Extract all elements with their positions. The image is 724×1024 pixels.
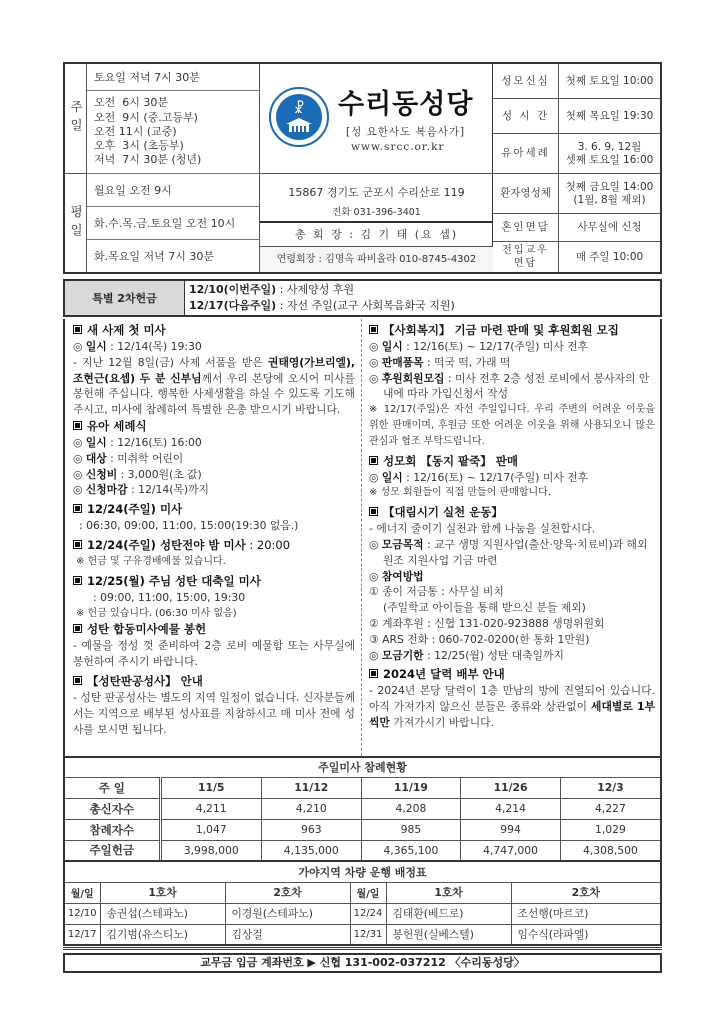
table-row (64, 840, 661, 861)
schedule-row (493, 99, 660, 134)
time-text: 토요일 저녁 7시 30분 (94, 71, 200, 84)
notice-title-text: 2024년 달력 배부 안내 (383, 667, 505, 682)
method-item: (주일학교 아이들을 통해 받으신 분들 제외) (383, 601, 586, 615)
table-cell: 4,135,000 (261, 840, 361, 861)
field-label: 모금기한 (381, 648, 424, 662)
notice-title-text: 12/24(주일) 미사 (87, 502, 183, 517)
weekday-times (87, 174, 260, 272)
notice-title-text: 【사회복지】 기금 마련 판매 및 후원회원 모집 (383, 323, 619, 337)
time-text: 오전 9시 (중.고등부) (94, 110, 198, 124)
table-cell: 1,029 (560, 819, 661, 840)
table-cell: 4,211 (160, 798, 261, 819)
body-text: - 지난 12월 8일(금) 사제 서품을 받은 (73, 355, 269, 369)
sunday-time-row (87, 64, 259, 91)
notice-title (369, 504, 655, 521)
notice-title (73, 573, 355, 590)
table-cell: 12/10 (64, 903, 100, 924)
time-text: 오전 6시 30분 (94, 96, 168, 110)
notice-body: - 성탄 판공성사는 별도의 지역 일정이 없습니다. 신자분들께서는 지역으로 배부된 성사표를 지참하시고 매 미사 전에 성사를 보시면 됩니다. (73, 690, 355, 736)
field-value: : 떡국 떡, 가래 떡 (423, 355, 511, 369)
square-bullet-icon (73, 624, 82, 633)
church-url[interactable]: www.srcc.or.kr (351, 141, 445, 153)
notice-line: ◎ 대상 : 미취학 어린이 (73, 451, 184, 465)
table-row (64, 924, 661, 945)
field-label: 후원회원모집 (381, 371, 445, 385)
column-divider (361, 319, 362, 756)
collection-desc: : 사제양성 후원 (276, 283, 355, 296)
notice-title (73, 621, 355, 638)
notice-line: ◎ 신청마감 : 12/14(목)까지 (73, 483, 209, 497)
notice-title-text: 12/24(주일) 성탄전야 밤 미사 (87, 537, 246, 552)
table-header-cell: 11/5 (160, 777, 261, 798)
table-cell: 12/31 (350, 924, 386, 945)
collection-desc: : 자선 주일(교구 사회복음화국 지원) (276, 299, 455, 312)
sunday-time-row (87, 91, 259, 174)
sunday-label (65, 64, 87, 174)
notice-note: ※ 성모 회원들이 직접 만들어 판매합니다. (369, 487, 552, 499)
square-bullet-icon (73, 576, 82, 585)
schedule-row (493, 214, 660, 242)
collection-date: 12/10(이번주일) (189, 283, 277, 296)
notice-title (369, 666, 655, 683)
field-value: : 미취학 어린이 (106, 451, 184, 465)
schedule-value-text: 첫째 토요일 10:00 (565, 74, 654, 87)
field-value: : 12/14(목)까지 (127, 483, 209, 497)
field-value: : 12/16(토) 16:00 (106, 435, 202, 449)
notice-title-text: 성모회 【동지 팥죽】 판매 (383, 453, 518, 468)
sunday-times (87, 64, 260, 174)
schedule-row (493, 64, 660, 99)
table-header-cell: 2호차 (225, 882, 350, 903)
president: 총 회 장 : 김 기 태 (요 셉) (260, 223, 493, 247)
notice-body (369, 683, 655, 730)
schedule-label: 전입교우 면담 (493, 242, 559, 272)
special-collection-item (189, 282, 455, 298)
notice-title-text: 【대림시기 실천 운동】 (383, 505, 503, 520)
double-rule-divider (63, 947, 662, 950)
field-label: 판매품목 (381, 355, 424, 369)
schedule-value-text: 첫째 목요일 19:30 (565, 109, 654, 122)
square-bullet-icon (369, 669, 378, 678)
mass-times: : 06:30, 09:00, 11:00, 15:00(19:30 없음.) (79, 519, 299, 533)
square-bullet-icon (73, 676, 82, 685)
notice-line: ◎ 모금기한 : 12/25(월) 성탄 대축일까지 (369, 648, 564, 662)
table-header-cell: 12/3 (560, 777, 661, 798)
address-block (260, 174, 493, 223)
table-cell: 김기범(유스티노) (100, 924, 225, 945)
table-cell: 임수식(라파엘) (511, 924, 661, 945)
field-label: 일시 (381, 340, 403, 353)
table-cell: 1,047 (160, 819, 261, 840)
elder-president: 연령회장 : 김명옥 파비올라 010-8745-4302 (260, 247, 493, 272)
notice-title (73, 501, 355, 518)
special-collection (63, 279, 662, 317)
church-info-panel (260, 64, 493, 272)
table-row (64, 819, 661, 840)
field-value: : 12/14(목) 19:30 (106, 340, 202, 353)
field-value: : 3,000원(초 값) (117, 467, 202, 481)
field-label: 신청마감 (85, 483, 128, 497)
schedule-value-text: 매 주일 10:00 (575, 250, 644, 263)
special-collection-items (185, 281, 455, 315)
notice-body: - 예물을 정성 껏 준비하여 2층 로비 예물함 또는 사무실에 봉헌하여 주시기 바랍니다. (73, 639, 355, 669)
notice-title-text: 새 사제 첫 미사 (87, 323, 166, 337)
schedule-label: 환자영성체 (493, 174, 559, 213)
square-bullet-icon (73, 504, 82, 513)
schedule-value-text: 사무실에 신청 (577, 221, 642, 233)
mass-time: : 20:00 (245, 537, 291, 552)
table-cell: 김상걸 (225, 924, 350, 945)
notices-left-column (73, 319, 355, 737)
square-bullet-icon (369, 325, 378, 334)
address: 15867 경기도 군포시 수리산로 119 (288, 186, 465, 199)
time-text: 화.목요일 저녁 7시 30분 (94, 250, 214, 263)
schedule-value (559, 99, 660, 133)
schedule-value (559, 64, 660, 98)
table-row (64, 798, 661, 819)
notice-title-text: 【성탄판공성사】 안내 (87, 673, 203, 688)
table-cell: 김태환(베드로) (386, 903, 511, 924)
sacrament-schedule-panel (493, 64, 660, 272)
notice-title (73, 537, 355, 554)
notice-body (73, 355, 355, 418)
notice-line: ◎ 판매품목 : 떡국 떡, 가래 떡 (369, 355, 511, 369)
table-header-row (64, 882, 661, 903)
logo-emblem (276, 94, 322, 140)
notice-title-text: 성탄 합동미사예물 봉헌 (87, 622, 207, 637)
notice-line: ◎ 일시 : 12/16(토) ~ 12/17(주일) 미사 전후 (369, 470, 589, 484)
header-block (63, 62, 662, 274)
body-bold-text: 권태영(가브리엘), 조현근(요셉) 두 분 신부님 (73, 355, 355, 385)
tithe-account-footer: 교무금 입금 계좌번호 ▶ 신협 131-002-037212 〈수리동성당〉 (63, 953, 662, 973)
field-value: : 12/16(토) ~ 12/17(주일) 미사 전후 (402, 340, 589, 353)
table-cell: 4,227 (560, 798, 661, 819)
schedule-value (559, 174, 660, 213)
table-cell: 4,365,100 (361, 840, 461, 861)
notice-note: ※ 헌금 및 구유경배예물 있습니다. (76, 555, 226, 567)
square-bullet-icon (73, 421, 82, 430)
schedule-row (493, 174, 660, 214)
field-label: 참여방법 (381, 569, 424, 583)
mass-times-panel (65, 64, 260, 272)
field-label: 신청비 (85, 467, 118, 481)
table-header-cell: 주 일 (64, 777, 160, 798)
field-label: 대상 (85, 451, 107, 465)
table-cell: 봉헌원(실베스텔) (386, 924, 511, 945)
chapel-icon (286, 118, 312, 132)
schedule-label: 성모신심 (493, 64, 559, 98)
schedule-label: 혼인면담 (493, 214, 559, 241)
notice-title (73, 322, 355, 339)
notice-title-text: 유아 세례식 (87, 418, 147, 433)
body-text: 께서 우리 본당에 오시어 미사를 봉헌해 주십니다. 행복한 사제생활을 하실 수 있도록 기도해 주시고, 미사에 참례하여 특별한 은총 받으시기 바랍니다. (73, 371, 355, 417)
schedule-value-text: 셋째 토요일 16:00 (565, 153, 654, 166)
chi-rho-icon: ☧ (293, 101, 305, 117)
weekday-time-row (87, 240, 259, 272)
body-bold-text: 세대별로 1부씩만 (369, 700, 655, 729)
row-label: 총신자수 (64, 798, 160, 819)
notice-line: ◎ 일시 : 12/16(토) 16:00 (73, 435, 202, 449)
time-text: 오전 11시 (교중) (94, 124, 177, 138)
table-header-cell: 월/일 (64, 882, 100, 903)
table-cell: 3,998,000 (160, 840, 261, 861)
field-label: 일시 (85, 340, 107, 353)
table-cell: 12/24 (350, 903, 386, 924)
schedule-value (559, 242, 660, 272)
notice-line: ◎ 참여방법 (369, 569, 424, 583)
square-bullet-icon (73, 540, 82, 549)
table-cell: 이경원(스테파노) (225, 903, 350, 924)
table-cell: 4,208 (361, 798, 461, 819)
method-item: ③ ARS 전화 : 060-702-0200(한 통화 1만원) (369, 632, 590, 646)
schedule-value-text: 첫째 금요일 14:00 (565, 180, 654, 193)
row-label: 주일헌금 (64, 840, 160, 861)
schedule-value-text: 3. 6. 9, 12월 (577, 140, 642, 153)
method-item: ② 계좌후원 : 신협 131-020-923888 생명위원회 (369, 616, 605, 630)
notices-section (63, 319, 662, 756)
table-header-row (64, 777, 661, 798)
notice-line: ◎ 일시 : 12/14(목) 19:30 (73, 340, 202, 353)
field-label: 일시 (85, 435, 107, 449)
field-label: 모금목적 (381, 537, 424, 551)
square-bullet-icon (369, 507, 378, 516)
special-collection-label: 특별 2차헌금 (65, 281, 185, 315)
notice-title (369, 322, 655, 339)
table-cell: 송권섭(스테파노) (100, 903, 225, 924)
notice-note: ※ 헌금 있습니다. (06:30 미사 없음) (76, 607, 237, 619)
notice-title (73, 418, 355, 435)
notice-note: ※ 12/17(주일)은 자선 주일입니다. 우리 주변의 어려운 이웃을 위한 판매이며, 후원금 또한 어려운 이웃을 위해 사용되오니 많은 관심과 협조 부탁드립니다. (369, 404, 655, 447)
table-cell: 4,214 (461, 798, 561, 819)
table-cell: 4,308,500 (560, 840, 661, 861)
church-subtitle: [성 요한사도 복음사가] (346, 126, 466, 138)
table-header-cell: 11/19 (361, 777, 461, 798)
schedule-label: 유아세례 (493, 134, 559, 173)
field-value: : 교구 생명 지원사업(출산·양육·치료비)과 해외원조 지원사업 기금 마련 (383, 537, 648, 567)
attendance-title: 주일미사 참례현황 (64, 757, 661, 777)
schedule-value (559, 134, 660, 173)
table-header-cell: 월/일 (350, 882, 386, 903)
field-value: : 미사 전후 2층 성전 로비에서 봉사자의 안내에 따라 가입신청서 작성 (383, 371, 650, 401)
table-cell: 12/17 (64, 924, 100, 945)
square-bullet-icon (73, 325, 82, 334)
table-cell: 4,747,000 (461, 840, 561, 861)
table-header-cell: 1호차 (386, 882, 511, 903)
method-item: ① 종이 저금통 : 사무실 비치 (369, 585, 504, 599)
field-value: : 12/16(토) ~ 12/17(주일) 미사 전후 (402, 470, 589, 484)
logo-area (260, 64, 493, 174)
table-cell: 963 (261, 819, 361, 840)
weekday-label (65, 174, 87, 272)
attendance-table (63, 756, 662, 862)
mass-times: : 09:00, 11:00, 15:00, 19:30 (93, 590, 246, 604)
time-text: 오후 3시 (초등부) (94, 139, 184, 153)
phone: 전화 031-396-3401 (332, 207, 421, 218)
notice-title (73, 673, 355, 690)
weekday-time-row (87, 207, 259, 240)
notice-line: ◎ 모금목적 : 교구 생명 지원사업(출산·양육·치료비)과 해외원조 지원사업 기금 마련 (369, 537, 648, 567)
time-text: 화.수.목.금.토요일 오전 10시 (94, 217, 236, 230)
church-logo-icon (269, 87, 329, 147)
table-cell: 994 (461, 819, 561, 840)
body-text: 가져가시기 바랍니다. (389, 715, 495, 729)
notice-body: - 에너지 줄이기 실천과 함께 나눔을 실천합시다. (369, 522, 596, 536)
schedule-value-text: (1월, 8월 제외) (573, 193, 646, 206)
notices-right-column (369, 319, 655, 731)
table-header-cell: 1호차 (100, 882, 225, 903)
church-name: 수리동성당 (338, 89, 474, 120)
sunday-label-text: 주일 (68, 100, 84, 137)
square-bullet-icon (369, 456, 378, 465)
table-cell: 985 (361, 819, 461, 840)
table-header-cell: 2호차 (511, 882, 661, 903)
schedule-row (493, 134, 660, 174)
table-header-cell: 11/26 (461, 777, 561, 798)
notice-title-text: 12/25(월) 주님 성탄 대축일 미사 (87, 573, 261, 588)
notice-title (369, 453, 655, 470)
notice-line: ◎ 일시 : 12/16(토) ~ 12/17(주일) 미사 전후 (369, 340, 589, 353)
field-value: : 12/25(월) 성탄 대축일까지 (423, 648, 564, 662)
notice-line: ◎ 신청비 : 3,000원(초 값) (73, 467, 202, 481)
time-text: 저녁 7시 30분 (청년) (94, 153, 202, 167)
table-row (64, 903, 661, 924)
vehicle-title: 가야지역 차량 운행 배정표 (64, 861, 661, 882)
weekday-time-row (87, 174, 259, 207)
body-text: - 2024년 본당 달력이 1층 만남의 방에 진열되어 있습니다. 아직 가져가지 않으신 분들은 종류와 상관없이 (369, 684, 655, 714)
table-cell: 조선행(마르코) (511, 903, 661, 924)
bulletin-page (63, 62, 662, 969)
vehicle-table (63, 860, 662, 946)
row-label: 참례자수 (64, 819, 160, 840)
notice-line: ◎ 후원회원모집 : 미사 전후 2층 성전 로비에서 봉사자의 안내에 따라 가입신청서 작성 (369, 371, 650, 401)
table-cell: 4,210 (261, 798, 361, 819)
schedule-value (559, 214, 660, 241)
schedule-row (493, 242, 660, 272)
time-text: 월요일 오전 9시 (94, 184, 172, 197)
weekday-label-text: 평일 (68, 204, 84, 242)
special-collection-item (189, 298, 455, 314)
field-label: 일시 (381, 470, 403, 484)
schedule-label: 성 시 간 (493, 99, 559, 133)
collection-date: 12/17(다음주일) (189, 299, 277, 312)
table-header-cell: 11/12 (261, 777, 361, 798)
